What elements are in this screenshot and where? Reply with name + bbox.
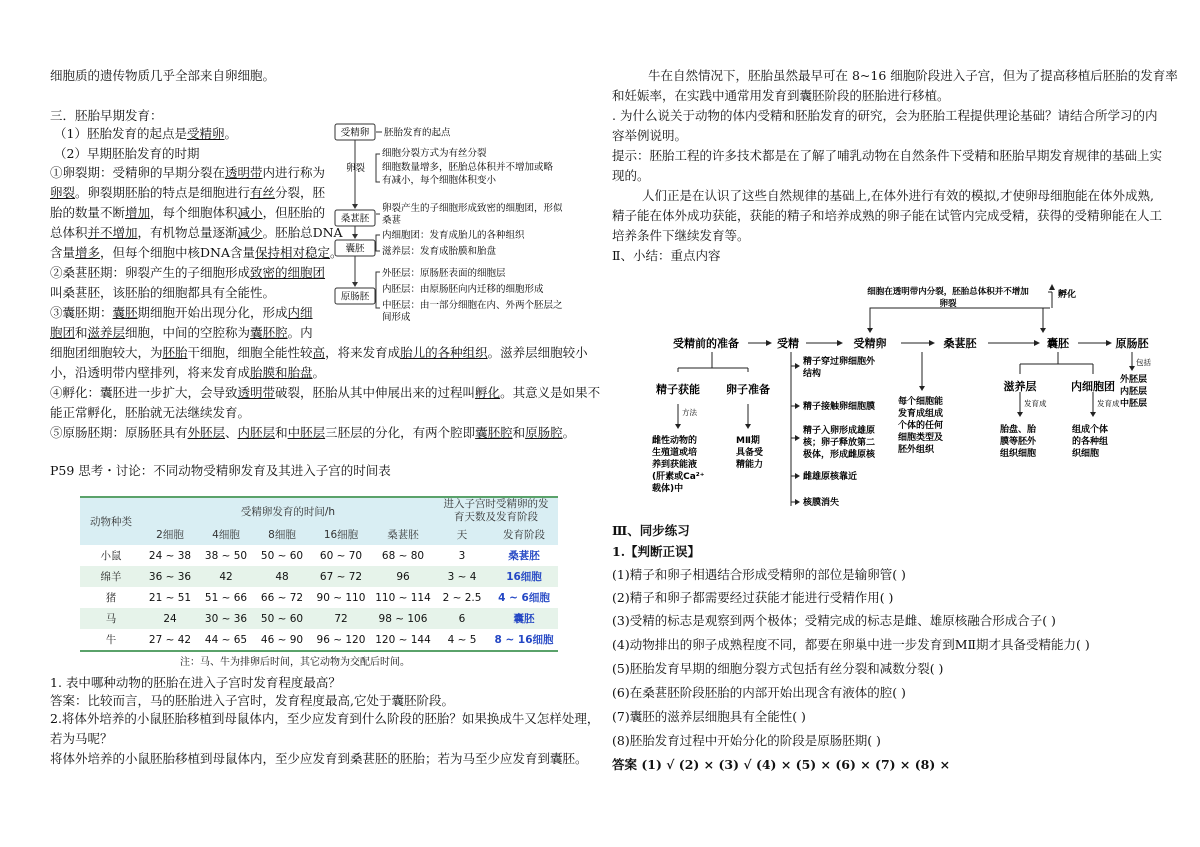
egg-1: MⅡ期 — [736, 436, 760, 446]
value-cell: 50 ~ 60 — [254, 608, 310, 629]
fert-step-4: 雌雄原核靠近 — [803, 472, 858, 482]
morula-2: 发育成组成 — [898, 409, 944, 419]
summary-title: Ⅱ、小结：重点内容 — [612, 248, 721, 263]
morula-line-2: 叫桑葚胚，该胚胎的细胞都具有全能性。 — [50, 285, 276, 300]
p2: （2）早期胚胎发育的时期 — [54, 146, 200, 161]
summary-diagram — [648, 280, 1158, 520]
value-cell: 68 ~ 80 — [372, 545, 434, 566]
animal-cell: 绵羊 — [80, 566, 142, 587]
gastrula-note-3: 中胚层：由一部分细胞在内、外两个胚层之 — [382, 300, 563, 311]
judge-item-3: (3)受精的标志是观察到两个极体；受精完成的标志是雌、雄原核融合形成合子( ) — [612, 613, 1056, 628]
value-cell: 3 ~ 4 — [434, 566, 490, 587]
value-cell: 2 ~ 2.5 — [434, 587, 490, 608]
sub-head: 发育阶段 — [490, 524, 558, 545]
icm-2: 的各种组 — [1072, 437, 1109, 447]
gastrula-label: 原肠胚 — [340, 291, 370, 303]
blastocyst-line-1: ③囊胚期：囊胚期细胞开始出现分化，形成内细 — [50, 305, 313, 320]
value-cell: 72 — [310, 608, 372, 629]
sub-head: 16细胞 — [310, 524, 372, 545]
method-label: 方法 — [682, 408, 697, 417]
development-time-table — [80, 496, 558, 652]
hatching-line-2: 能正常孵化，胚胎就无法继续发育。 — [50, 405, 251, 420]
value-cell: 36 ~ 36 — [142, 566, 198, 587]
sperm-5: 载体)中 — [652, 484, 684, 494]
value-cell: 50 ~ 60 — [254, 545, 310, 566]
sperm-1: 雌性动物的 — [652, 436, 698, 446]
fert-step-1b: 结构 — [803, 369, 822, 379]
value-cell: 51 ~ 66 — [198, 587, 254, 608]
value-cell: 120 ~ 144 — [372, 629, 434, 651]
cattle-para-2: 和妊娠率，在实践中通常用发育到囊胚阶段的胚胎进行移植。 — [612, 88, 950, 103]
stage-cell: 16细胞 — [490, 566, 558, 587]
cleavage-note-1: 细胞分裂方式为有丝分裂 — [382, 148, 487, 159]
judge-item-2: (2)精子和卵子都需要经过获能才能进行受精作用( ) — [612, 590, 894, 605]
question-2-cont: 若为马呢？ — [50, 731, 113, 746]
animal-cell: 马 — [80, 608, 142, 629]
tropho-3: 组织细胞 — [1000, 449, 1037, 459]
judge-item-8: (8)胚胎发育过程中开始分化的阶段是原肠胚期( ) — [612, 733, 881, 748]
gastrula-1: 外胚层 — [1120, 375, 1148, 385]
cattle-para-1: 牛在自然情况下，胚胎虽然最早可在 8~16 细胞阶段进入子宫，但为了提高移植后胚胎的发育率 — [648, 68, 1178, 83]
answer-line: 答案 (1) √ (2) × (3) √ (4) × (5) × (6) × (7) × (8) × — [612, 757, 951, 772]
judge-item-7: (7)囊胚的滋养层细胞具有全能性( ) — [612, 709, 806, 724]
fert-step-1a: 精子穿过卵细胞外 — [803, 357, 876, 367]
hint-1: 提示：胚胎工程的许多技术都是在了解了哺乳动物在自然条件下受精和胚胎早期发育规律的基础上实 — [612, 148, 1163, 163]
value-cell: 42 — [198, 566, 254, 587]
value-cell: 30 ~ 36 — [198, 608, 254, 629]
zygote-label: 受精卵 — [340, 127, 370, 139]
sub-head: 4细胞 — [198, 524, 254, 545]
p1: （1）胚胎发育的起点是受精卵。 — [54, 126, 237, 141]
question-3-cont: 容举例说明。 — [612, 128, 688, 143]
morula-5: 胚外组织 — [898, 445, 935, 455]
table-row — [80, 629, 558, 651]
gastrula-note-4: 间形成 — [382, 312, 411, 323]
gastrula-2: 内胚层 — [1120, 387, 1148, 397]
top-label-a: 细胞在透明带内分裂，胚胎总体积并不增加 — [867, 287, 1029, 297]
cleavage-line-1: ①卵裂期：受精卵的早期分裂在透明带内进行称为 — [50, 165, 326, 180]
blastocyst-note-1: 内细胞团：发育成胎儿的各种组织 — [382, 230, 525, 241]
head-animal: 动物种类 — [80, 497, 142, 545]
head-time: 受精卵发育的时间/h — [142, 497, 434, 524]
question-3: . 为什么说关于动物的体内受精和胚胎发育的研究，会为胚胎工程提供理论基础？请结合所学习的内 — [612, 108, 1158, 123]
judge-item-6: (6)在桑葚胚阶段胚胎的内部开始出现含有液体的腔( ) — [612, 685, 906, 700]
morula-3: 个体的任何 — [898, 421, 944, 431]
icm-1: 组成个体 — [1072, 425, 1109, 435]
morula-label: 桑葚胚 — [340, 213, 370, 225]
icm-3: 织细胞 — [1072, 449, 1100, 459]
value-cell: 110 ~ 114 — [372, 587, 434, 608]
blastocyst-note-2: 滋养层：发育成胎膜和胎盘 — [382, 246, 497, 257]
animal-cell: 牛 — [80, 629, 142, 651]
fert-step-2: 精子接触卵细胞膜 — [803, 402, 876, 412]
sub-head: 桑葚胚 — [372, 524, 434, 545]
node-fert: 受精 — [777, 337, 799, 350]
cleavage-line-4: 总体积并不增加，有机物总量逐渐减少。胚胎总DNA — [50, 225, 343, 240]
value-cell: 24 — [142, 608, 198, 629]
blastocyst-line-3: 细胞团细胞较大，为胚胎干细胞，细胞全能性较高，将来发育成胎儿的各种组织。滋养层细胞较小 — [50, 345, 588, 360]
node-prep: 受精前的准备 — [673, 337, 739, 350]
node-icm: 内细胞团 — [1071, 380, 1115, 393]
tropho-1: 胎盘、胎 — [1000, 425, 1037, 435]
fert-step-5: 核膜消失 — [803, 498, 840, 508]
node-gastrula: 原肠胚 — [1115, 337, 1149, 350]
table-row — [80, 587, 558, 608]
right-column — [612, 68, 1178, 788]
includes-label: 包括 — [1136, 358, 1151, 367]
morula-note-2: 桑葚 — [382, 215, 402, 226]
value-cell: 4 ~ 5 — [434, 629, 490, 651]
gastrula-note-1: 外胚层：原肠胚表面的细胞层 — [382, 268, 506, 279]
node-sperm: 精子获能 — [656, 383, 700, 396]
morula-line-1: ②桑葚胚期：卵裂产生的子细胞形成致密的细胞团 — [50, 265, 326, 280]
cleavage-note-2: 细胞数量增多，胚胎总体积并不增加或略 — [382, 162, 554, 173]
practice-title: Ⅲ、同步练习 — [612, 523, 690, 538]
cleavage-note-3: 有减小，每个细胞体积变小 — [382, 175, 497, 186]
answer-1: 答案：比较而言，马的胚胎进入子宫时，发育程度最高,它处于囊胚阶段。 — [50, 693, 454, 708]
cleavage-line-2: 卵裂。卵裂期胚胎的特点是细胞进行有丝分裂，胚 — [50, 185, 326, 200]
morula-note-1: 卵裂产生的子细胞形成致密的细胞团，形似 — [382, 203, 563, 214]
gastrula-line: ⑤原肠胚期：原肠胚具有外胚层、内胚层和中胚层三胚层的分化，有两个腔即囊胚腔和原肠腔。 — [50, 425, 576, 440]
para-2b: 精子能在体外成功获能，获能的精子和培养成熟的卵子能在试管内完成受精，获得的受精卵能在人工 — [612, 208, 1163, 223]
value-cell: 3 — [434, 545, 490, 566]
question-1: 1. 表中哪种动物的胚胎在进入子宫时发育程度最高？ — [50, 675, 341, 690]
fert-step-3a: 精子入卵形成雄原 — [803, 426, 876, 436]
sperm-4: (肝素或Ca²⁺ — [652, 472, 705, 482]
cleavage-line-5: 含量增多，但每个细胞中核DNA含量保持相对稳定。 — [50, 245, 343, 260]
top-label-b: 卵裂 — [939, 299, 957, 309]
p59-title: P59 思考・讨论：不同动物受精卵发育及其进入子宫的时间表 — [50, 463, 391, 478]
develop-label-1: 发育成 — [1024, 399, 1047, 408]
left-column — [50, 68, 601, 788]
judge-item-1: (1)精子和卵子相遇结合形成受精卵的部位是输卵管( ) — [612, 567, 906, 582]
value-cell: 98 ~ 106 — [372, 608, 434, 629]
stage-cell: 4 ~ 6细胞 — [490, 587, 558, 608]
value-cell: 6 — [434, 608, 490, 629]
node-zygote: 受精卵 — [853, 337, 887, 350]
answer-2: 将体外培养的小鼠胚胎移植到母鼠体内，至少应发育到桑葚胚的胚胎；若为马至少应发育到囊胚。 — [50, 751, 588, 766]
node-blastocyst: 囊胚 — [1047, 337, 1069, 350]
development-flow-diagram — [332, 120, 594, 336]
blastocyst-line-4: 小，沿透明带内壁排列，将来发育成胎膜和胎盘。 — [50, 365, 326, 380]
question-2: 2.将体外培养的小鼠胚胎移植到母鼠体内，至少应发育到什么阶段的胚胎？如果换成牛又怎样处理， — [50, 711, 600, 726]
value-cell: 66 ~ 72 — [254, 587, 310, 608]
animal-cell: 猪 — [80, 587, 142, 608]
para-2: 人们正是在认识了这些自然规律的基础上,在体外进行有效的模拟,才使卵母细胞能在体外成熟, — [642, 188, 1154, 203]
animal-cell: 小鼠 — [80, 545, 142, 566]
sperm-3: 养到获能液 — [652, 460, 698, 470]
table-row — [80, 545, 558, 566]
value-cell: 27 ~ 42 — [142, 629, 198, 651]
value-cell: 44 ~ 65 — [198, 629, 254, 651]
blastocyst-label: 囊胚 — [345, 243, 365, 255]
blastocyst-line-2: 胞团和滋养层细胞，中间的空腔称为囊胚腔。内 — [50, 325, 313, 340]
value-cell: 60 ~ 70 — [310, 545, 372, 566]
stage-cell: 囊胚 — [490, 608, 558, 629]
value-cell: 67 ~ 72 — [310, 566, 372, 587]
value-cell: 21 ~ 51 — [142, 587, 198, 608]
table-row — [80, 608, 558, 629]
sub-head: 天 — [434, 524, 490, 545]
judge-item-5: (5)胚胎发育早期的细胞分裂方式包括有丝分裂和减数分裂( ) — [612, 661, 944, 676]
value-cell: 24 ~ 38 — [142, 545, 198, 566]
judge-item-4: (4)动物排出的卵子成熟程度不同，都要在卵巢中进一步发育到MⅡ期才具备受精能力( ) — [612, 637, 1090, 652]
fert-step-3c: 极体，形成雌原核 — [803, 450, 876, 460]
table-row — [80, 566, 558, 587]
gastrula-3: 中胚层 — [1120, 399, 1148, 409]
node-egg: 卵子准备 — [726, 383, 770, 396]
morula-4: 细胞类型及 — [898, 433, 944, 443]
para-2c: 培养条件下继续发育等。 — [612, 228, 750, 243]
hatching-line-1: ④孵化：囊胚进一步扩大，会导致透明带破裂，胚胎从其中伸展出来的过程叫孵化。其意义是如果不 — [50, 385, 601, 400]
sub-head: 2细胞 — [142, 524, 198, 545]
hatch-label: 孵化 — [1058, 290, 1077, 300]
cleavage-label: 卵裂 — [346, 163, 366, 174]
value-cell: 96 ~ 120 — [310, 629, 372, 651]
top-text: 细胞质的遗传物质几乎全部来自卵细胞。 — [50, 68, 276, 83]
value-cell: 46 ~ 90 — [254, 629, 310, 651]
value-cell: 96 — [372, 566, 434, 587]
value-cell: 38 ~ 50 — [198, 545, 254, 566]
value-cell: 90 ~ 110 — [310, 587, 372, 608]
egg-3: 精能力 — [736, 460, 764, 470]
morula-1: 每个细胞能 — [898, 397, 944, 407]
egg-2: 具备受 — [736, 448, 764, 458]
stage-cell: 8 ~ 16细胞 — [490, 629, 558, 651]
hint-2: 现的。 — [612, 168, 650, 183]
judge-title: 1.【判断正误】 — [612, 544, 701, 559]
sub-head: 8细胞 — [254, 524, 310, 545]
cleavage-line-3: 胎的数量不断增加，每个细胞体积减小，但胚胎的 — [50, 205, 326, 220]
table-note: 注：马、牛为排卵后时间，其它动物为交配后时间。 — [180, 657, 410, 668]
gastrula-note-2: 内胚层：由原肠胚向内迁移的细胞形成 — [382, 284, 544, 295]
section3-title: 三．胚胎早期发育： — [50, 108, 163, 123]
sperm-2: 生殖道或培 — [652, 448, 698, 458]
develop-label-2: 发育成 — [1097, 399, 1120, 408]
node-morula: 桑葚胚 — [943, 337, 977, 350]
zygote-note: 胚胎发育的起点 — [384, 127, 451, 139]
value-cell: 48 — [254, 566, 310, 587]
head-enter: 进入子宫时受精卵的发 育天数及发育阶段 — [434, 497, 558, 524]
node-tropho: 滋养层 — [1003, 380, 1037, 393]
fert-step-3b: 核；卵子释放第二 — [803, 438, 876, 448]
tropho-2: 膜等胚外 — [1000, 437, 1037, 447]
stage-cell: 桑葚胚 — [490, 545, 558, 566]
